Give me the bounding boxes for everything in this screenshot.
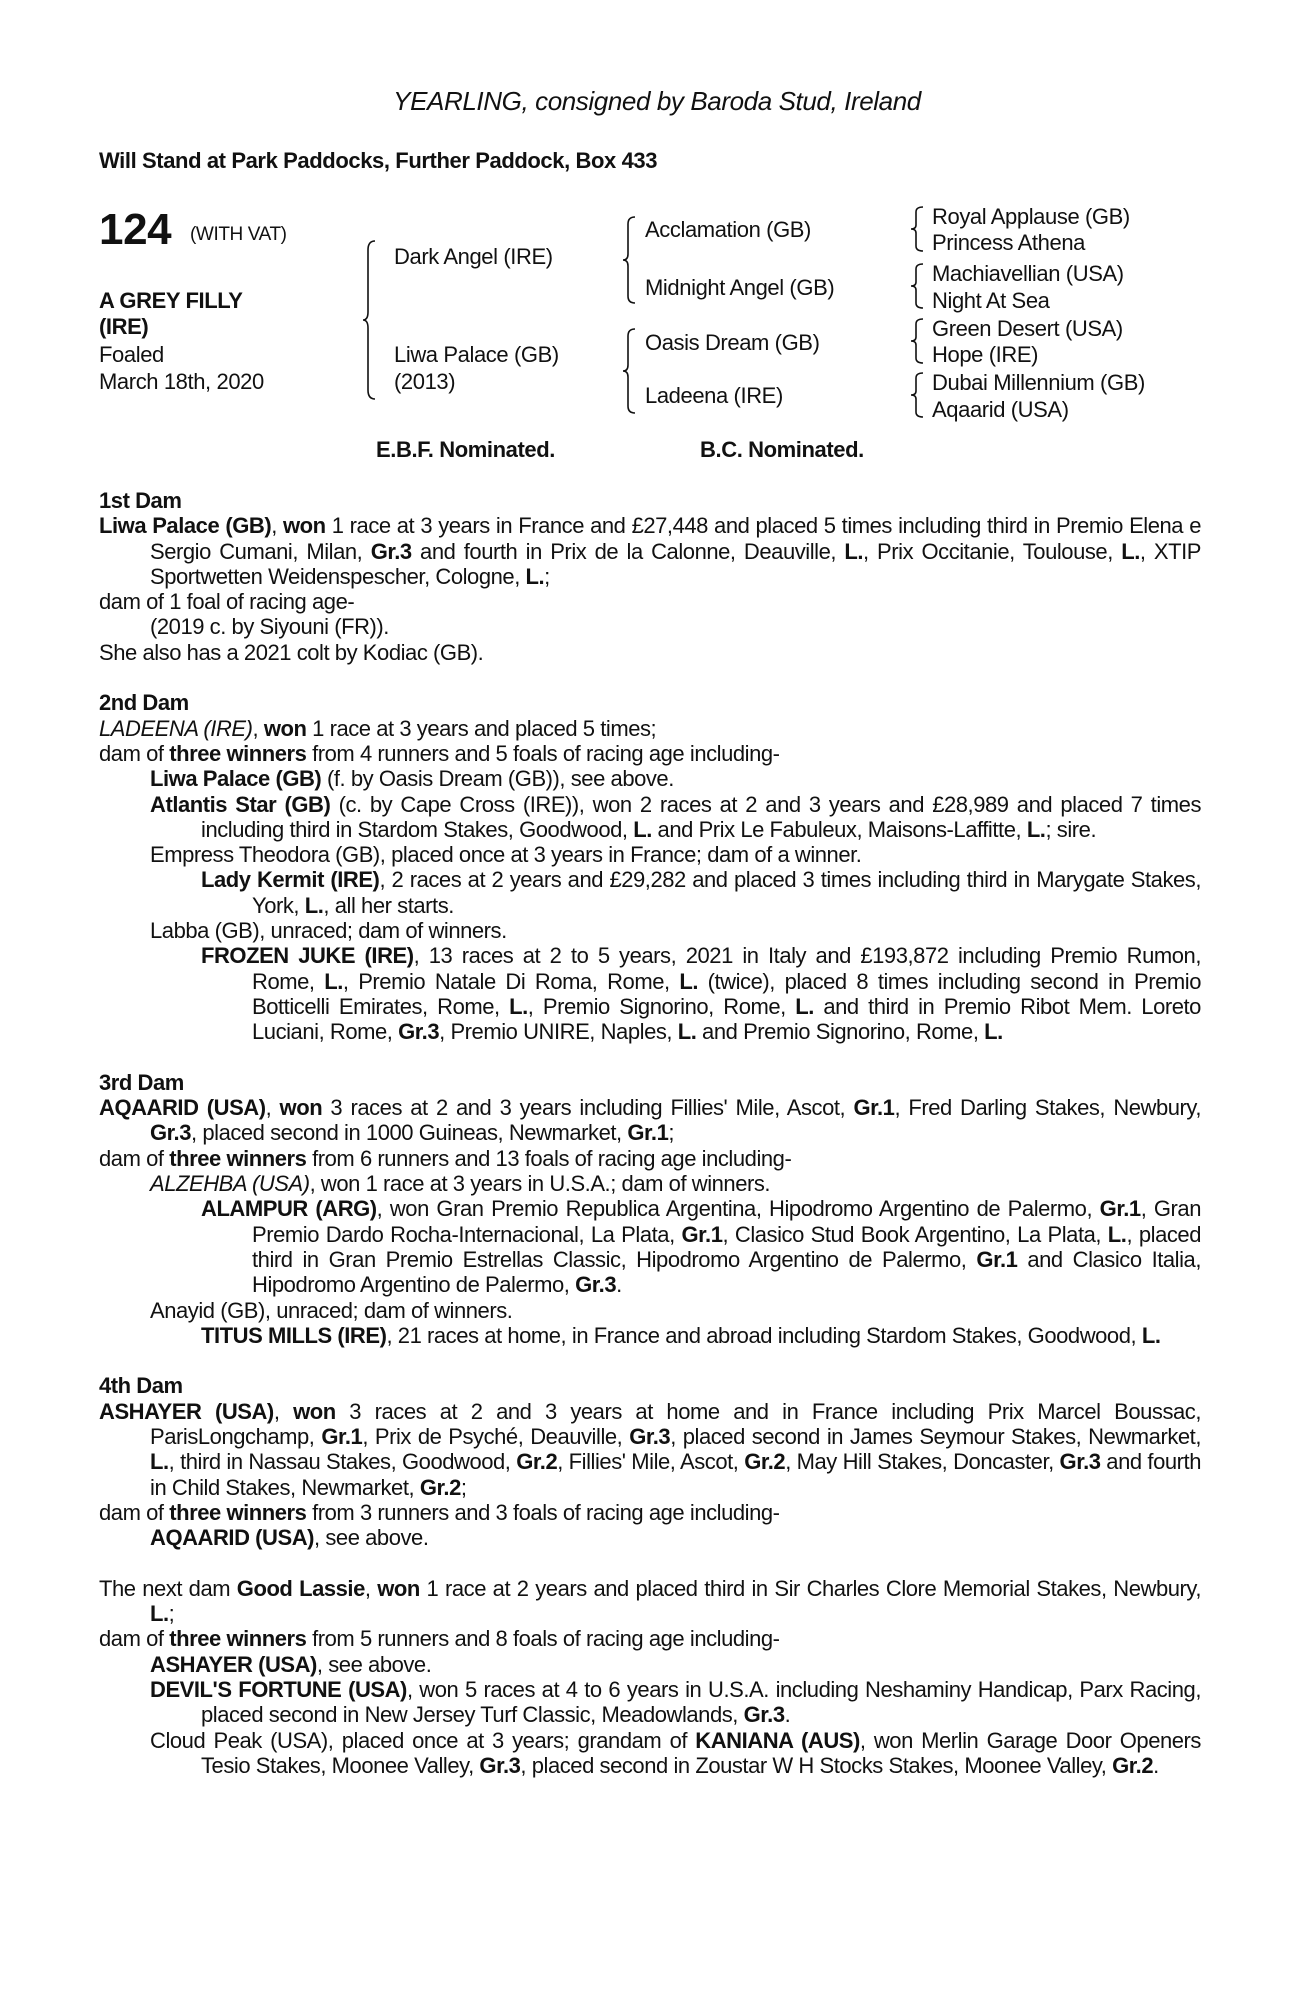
pedigree-paragraph: [99, 842, 1201, 867]
pedigree-paragraph: [99, 867, 1201, 918]
text: dam of: [99, 740, 170, 766]
pedigree-paragraph: [99, 741, 1201, 766]
text: dam of 1 foal of racing age-: [99, 589, 355, 615]
text: , won Merlin Garage Door Openers Tesio Stakes, Moonee Valley,: [201, 1727, 1201, 1778]
bold-text: Gr.2: [419, 1474, 461, 1500]
text: dam of: [99, 1499, 170, 1525]
text: ;: [544, 563, 550, 589]
bold-text: DEVIL'S FORTUNE (USA): [150, 1676, 407, 1702]
text: from 4 runners and 5 foals of racing age including-: [306, 740, 780, 766]
text: Cloud Peak (USA), placed once at 3 years; grandam of: [150, 1727, 696, 1753]
text: 1 race at 2 years and placed third in Sir Charles Clore Memorial Stakes, Newbury,: [419, 1575, 1201, 1601]
sire-dam: Midnight Angel (GB): [645, 275, 835, 300]
text: , Prix Occitanie, Toulouse,: [863, 538, 1122, 564]
text: (c. by Cape Cross (IRE)), won 2 races at 2 and 3 years and £28,989 and placed 7 times including third in Stardom Stakes, Goodwood,: [201, 791, 1201, 842]
catalogue-body: [99, 488, 1201, 1778]
pedigree-brace: [622, 216, 636, 304]
bold-text: Gr.1: [1099, 1196, 1141, 1222]
bold-text: L.: [525, 563, 545, 589]
text: 3 races at 2 and 3 years at home and in France including Prix Marcel Boussac, ParisLongchamp,: [150, 1398, 1202, 1449]
text: , May Hill Stakes, Doncaster,: [785, 1449, 1060, 1475]
pedigree-paragraph: [99, 716, 1201, 741]
pedigree-brace: [910, 372, 924, 418]
pedigree-paragraph: [99, 513, 1201, 589]
pedigree-paragraph: [99, 1399, 1201, 1500]
text: from 5 runners and 8 foals of racing age including-: [306, 1626, 780, 1652]
text: , Clasico Stud Book Argentino, La Plata,: [722, 1221, 1108, 1247]
section-heading: 2nd Dam: [99, 690, 189, 716]
text: (2019 c. by Siyouni (FR)).: [150, 614, 389, 640]
pedigree-paragraph: [99, 1525, 1201, 1550]
text: and Clasico Italia, Hipodromo Argentino de Palermo,: [252, 1246, 1201, 1298]
vat-note: (WITH VAT): [190, 224, 287, 245]
text: ,: [273, 1398, 294, 1424]
text: , placed second in James Seymour Stakes, Newmarket,: [670, 1423, 1201, 1449]
text: .: [784, 1702, 791, 1728]
bold-text: Gr.1: [681, 1221, 723, 1247]
bold-text: Atlantis Star (GB): [150, 791, 331, 817]
bold-text: L.: [679, 968, 698, 994]
section-heading: 4th Dam: [99, 1373, 183, 1399]
bold-text: AQAARID (USA): [150, 1525, 315, 1551]
text: , 13 races at 2 to 5 years, 2021 in Italy and £193,872 including Premio Rumon, Rome,: [252, 943, 1201, 994]
page-title: YEARLING, consigned by Baroda Stud, Ireland: [393, 86, 921, 116]
pedigree-paragraph: [99, 1626, 1201, 1651]
text: , third in Nassau Stakes, Goodwood,: [168, 1449, 517, 1475]
pedigree-paragraph: [99, 1323, 1201, 1348]
text: , 21 races at home, in France and abroad including Stardom Stakes, Goodwood,: [386, 1322, 1142, 1348]
section-gap: [99, 1045, 1201, 1070]
bold-text: Gr.3: [575, 1272, 617, 1298]
horse-origin: (IRE): [99, 314, 149, 339]
sd-sire: Machiavellian (USA): [932, 261, 1124, 286]
italic-text: LADEENA (IRE): [99, 715, 253, 741]
pedigree-brace: [910, 318, 924, 364]
text: , Prix de Psyché, Deauville,: [362, 1423, 630, 1449]
bold-text: won: [293, 1398, 336, 1424]
text: Labba (GB), unraced; dam of winners.: [150, 918, 507, 944]
foaled-label: Foaled: [99, 342, 164, 367]
dam-dam: Ladeena (IRE): [645, 383, 783, 408]
bold-text: L.: [1141, 1322, 1161, 1348]
bc-nomination: B.C. Nominated.: [700, 437, 864, 462]
bold-text: won: [263, 715, 307, 741]
bold-text: AQAARID (USA): [99, 1095, 266, 1121]
text: ;: [668, 1120, 675, 1146]
text: , won 5 races at 4 to 6 years in U.S.A. including Neshaminy Handicap, Parx Racing, placed second in New Jersey Turf Classic, Meadowlands,: [201, 1676, 1201, 1728]
pedigree-paragraph: [99, 1576, 1201, 1627]
bold-text: L.: [795, 993, 814, 1019]
text: and fourth in Prix de la Calonne, Deauville,: [411, 538, 845, 564]
text: from 3 runners and 3 foals of racing age including-: [306, 1499, 780, 1525]
bold-text: L.: [150, 1601, 169, 1627]
pedigree-paragraph: [99, 1298, 1201, 1323]
bold-text: ALAMPUR (ARG): [201, 1196, 377, 1222]
bold-text: Liwa Palace (GB): [150, 766, 322, 792]
pedigree-brace: [362, 240, 376, 400]
pedigree-paragraph: [99, 918, 1201, 943]
bold-text: Gr.1: [627, 1120, 669, 1146]
pedigree-paragraph: [99, 766, 1201, 791]
bold-text: Gr.2: [516, 1449, 558, 1475]
text: , Fred Darling Stakes, Newbury,: [894, 1095, 1202, 1121]
dam-sire: Oasis Dream (GB): [645, 330, 820, 355]
bold-text: TITUS MILLS (IRE): [201, 1322, 387, 1348]
text: dam of: [99, 1626, 170, 1652]
section-heading: 3rd Dam: [99, 1069, 184, 1095]
dam: Liwa Palace (GB): [394, 342, 559, 367]
text: and Prix Le Fabuleux, Maisons-Laffitte,: [651, 816, 1027, 842]
text: 1 race at 3 years in France and £27,448 and placed 5 times including third in Premio Elena e Sergio Cumani, Milan,: [150, 513, 1201, 564]
text: and fourth in Child Stakes, Newmarket,: [150, 1449, 1201, 1500]
bold-text: three winners: [169, 1499, 307, 1525]
pedigree-brace: [622, 328, 636, 414]
bold-text: ASHAYER (USA): [150, 1651, 317, 1677]
bold-text: KANIANA (AUS): [695, 1727, 860, 1753]
text: The next dam: [99, 1575, 237, 1601]
text: , 2 races at 2 years and £29,282 and placed 3 times including third in Marygate Stakes, York,: [252, 867, 1201, 918]
pedigree-paragraph: [99, 1677, 1201, 1728]
pedigree-paragraph: [99, 1171, 1201, 1196]
ss-sire: Royal Applause (GB): [932, 204, 1130, 229]
text: 1 race at 3 years and placed 5 times;: [306, 715, 657, 741]
bold-text: FROZEN JUKE (IRE): [201, 943, 414, 969]
bold-text: L.: [324, 968, 343, 994]
text: dam of: [99, 1145, 170, 1171]
ds-dam: Hope (IRE): [932, 342, 1039, 367]
text: , Fillies' Mile, Ascot,: [557, 1449, 745, 1475]
bold-text: L.: [304, 892, 324, 918]
text: , Premio Signorino, Rome,: [527, 993, 796, 1019]
pedigree-paragraph: [99, 943, 1201, 1044]
bold-text: won: [377, 1575, 420, 1601]
pedigree-paragraph: [99, 589, 1201, 614]
text: from 6 runners and 13 foals of racing age including-: [306, 1145, 792, 1171]
pedigree-paragraph: [99, 614, 1201, 639]
sire-sire: Acclamation (GB): [645, 217, 811, 242]
text: , won 1 race at 3 years in U.S.A.; dam of winners.: [309, 1171, 771, 1197]
bold-text: L.: [1121, 538, 1140, 564]
text: ;: [168, 1601, 175, 1627]
lot-number: 124: [99, 205, 172, 254]
text: , see above.: [316, 1651, 432, 1677]
bold-text: ASHAYER (USA): [99, 1398, 274, 1424]
pedigree-paragraph: [99, 1500, 1201, 1525]
bold-text: L.: [1026, 816, 1046, 842]
sire: Dark Angel (IRE): [394, 244, 553, 269]
dd-dam: Aqaarid (USA): [932, 397, 1069, 422]
dam-year: (2013): [394, 369, 456, 394]
text: , Gran Premio Dardo Rocha-Internacional, La Plata,: [252, 1196, 1201, 1247]
italic-text: ALZEHBA (USA): [150, 1171, 310, 1197]
pedigree-paragraph: [99, 1196, 1201, 1297]
text: ;: [460, 1474, 467, 1500]
pedigree-paragraph: [99, 1652, 1201, 1677]
text: , XTIP Sportwetten Weidenspescher, Cologne,: [150, 538, 1201, 589]
text: , see above.: [314, 1525, 429, 1551]
text: ,: [265, 1095, 280, 1121]
text: , Premio UNIRE, Naples,: [439, 1019, 678, 1045]
text: ; sire.: [1045, 816, 1097, 842]
pedigree-paragraph: [99, 1146, 1201, 1171]
text: 3 races at 2 and 3 years including Fillies' Mile, Ascot,: [322, 1095, 854, 1121]
bold-text: Gr.2: [744, 1449, 786, 1475]
bold-text: Gr.1: [976, 1246, 1018, 1272]
text: , placed second in 1000 Guineas, Newmarket,: [191, 1120, 628, 1146]
section-gap: [99, 1550, 1201, 1575]
text: .: [1153, 1752, 1159, 1778]
ss-dam: Princess Athena: [932, 230, 1085, 255]
text: , placed second in Zoustar W H Stocks Stakes, Moonee Valley,: [520, 1752, 1113, 1778]
bold-text: L.: [1107, 1221, 1127, 1247]
sd-dam: Night At Sea: [932, 288, 1050, 313]
bold-text: Good Lassie: [236, 1575, 365, 1601]
bold-text: L.: [150, 1449, 169, 1475]
bold-text: Gr.3: [370, 538, 412, 564]
bold-text: Gr.3: [150, 1120, 192, 1146]
bold-text: Gr.1: [853, 1095, 895, 1121]
bold-text: L.: [844, 538, 864, 564]
bold-text: Gr.3: [743, 1702, 785, 1728]
text: ,: [364, 1575, 378, 1601]
bold-text: Gr.3: [479, 1752, 521, 1778]
text: , won Gran Premio Republica Argentina, Hipodromo Argentino de Palermo,: [376, 1196, 1100, 1222]
pedigree-paragraph: [99, 640, 1201, 665]
bold-text: three winners: [169, 1626, 307, 1652]
text: She also has a 2021 colt by Kodiac (GB).: [99, 639, 484, 665]
text: , placed third in Gran Premio Estrellas Classic, Hipodromo Argentino de Palermo,: [252, 1221, 1201, 1272]
bold-text: Gr.3: [1059, 1449, 1101, 1475]
bold-text: L.: [984, 1019, 1003, 1045]
pedigree-paragraph: [99, 1095, 1201, 1146]
bold-text: Gr.2: [1112, 1752, 1154, 1778]
text: , all her starts.: [323, 892, 454, 918]
text: and Premio Signorino, Rome,: [696, 1019, 985, 1045]
text: (twice), placed 8 times including second in Premio Botticelli Emirates, Rome,: [252, 968, 1201, 1019]
bold-text: won: [279, 1095, 323, 1121]
bold-text: Liwa Palace (GB): [99, 513, 272, 539]
bold-text: Gr.3: [398, 1019, 440, 1045]
text: and third in Premio Ribot Mem. Loreto Luciani, Rome,: [252, 993, 1201, 1045]
bold-text: three winners: [169, 740, 307, 766]
bold-text: L.: [509, 993, 528, 1019]
bold-text: Gr.1: [321, 1423, 363, 1449]
text: (f. by Oasis Dream (GB)), see above.: [321, 766, 674, 792]
text: , Premio Natale Di Roma, Rome,: [342, 968, 680, 994]
bold-text: L.: [677, 1019, 697, 1045]
pedigree-paragraph: [99, 1728, 1201, 1779]
bold-text: Gr.3: [629, 1423, 671, 1449]
pedigree-brace: [910, 263, 924, 309]
ds-sire: Green Desert (USA): [932, 316, 1123, 341]
text: ,: [271, 513, 283, 539]
stand-location: Will Stand at Park Paddocks, Further Paddock, Box 433: [99, 148, 658, 173]
text: Anayid (GB), unraced; dam of winners.: [150, 1297, 513, 1323]
bold-text: won: [283, 513, 326, 539]
section-heading: 1st Dam: [99, 488, 182, 513]
ebf-nomination: E.B.F. Nominated.: [376, 437, 555, 462]
section-gap: [99, 665, 1201, 690]
pedigree-brace: [910, 206, 924, 252]
foaled-date: March 18th, 2020: [99, 369, 264, 394]
dd-sire: Dubai Millennium (GB): [932, 370, 1145, 395]
text: ,: [252, 715, 264, 741]
bold-text: L.: [633, 816, 652, 842]
section-gap: [99, 1348, 1201, 1373]
bold-text: three winners: [169, 1145, 307, 1171]
text: Empress Theodora (GB), placed once at 3 years in France; dam of a winner.: [150, 842, 862, 868]
horse-description: A GREY FILLY: [99, 288, 243, 313]
pedigree-paragraph: [99, 792, 1201, 843]
bold-text: Lady Kermit (IRE): [201, 867, 380, 893]
text: .: [616, 1272, 622, 1298]
